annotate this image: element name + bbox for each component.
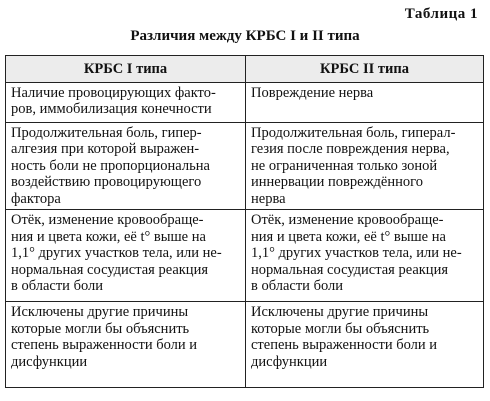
table-cell [246, 122, 484, 210]
cell-text: Отёк, изменение кровообраще- ния и цвета кожи, её t° выше на 1,1° других участков тела, или не- нормальная сосудистая реакция в области боли [251, 212, 462, 294]
table-number: Таблица 1 [404, 6, 478, 22]
table-title: Различия между КРБС I и II типа [130, 28, 360, 44]
column-header-type-2: КРБС II типа [246, 56, 484, 83]
cell-text: Исключены другие причины которые могли бы объяснить степень выраженности боли и дисфункции [11, 304, 198, 370]
cell-text: Повреждение нерва [251, 84, 374, 101]
cell-text: Исключены другие причины которые могли бы объяснить степень выраженности боли и дисфункции [251, 304, 438, 370]
table-cell [246, 302, 484, 388]
cell-text: Продолжительная боль, гиперал- гезия после повреждения нерва, не ограниченная только зоной иннервации повреждённого нерва [251, 124, 456, 207]
table-cell [246, 210, 484, 302]
cell-text: Продолжительная боль, гипер- алгезия при которой выражен- ность боли не пропорциональна воздействию провоцирующего фактора [11, 124, 210, 207]
column-header-type-1: КРБС I типа [6, 56, 246, 83]
table-cell [246, 82, 484, 122]
cell-text: Наличие провоцирующих факто- ров, иммобилизация конечности [11, 84, 216, 117]
table-row [6, 82, 484, 122]
table-cell [6, 302, 246, 388]
table-row [6, 302, 484, 388]
cell-text: Отёк, изменение кровообраще- ния и цвета кожи, её t° выше на 1,1° других участков тела, или не- нормальная сосудистая реакция в области боли [11, 212, 222, 294]
table-header-row [6, 56, 484, 83]
comparison-table [5, 55, 484, 388]
table-row [6, 210, 484, 302]
table-cell [6, 82, 246, 122]
table-row [6, 122, 484, 210]
table-cell [6, 210, 246, 302]
table-cell [6, 122, 246, 210]
